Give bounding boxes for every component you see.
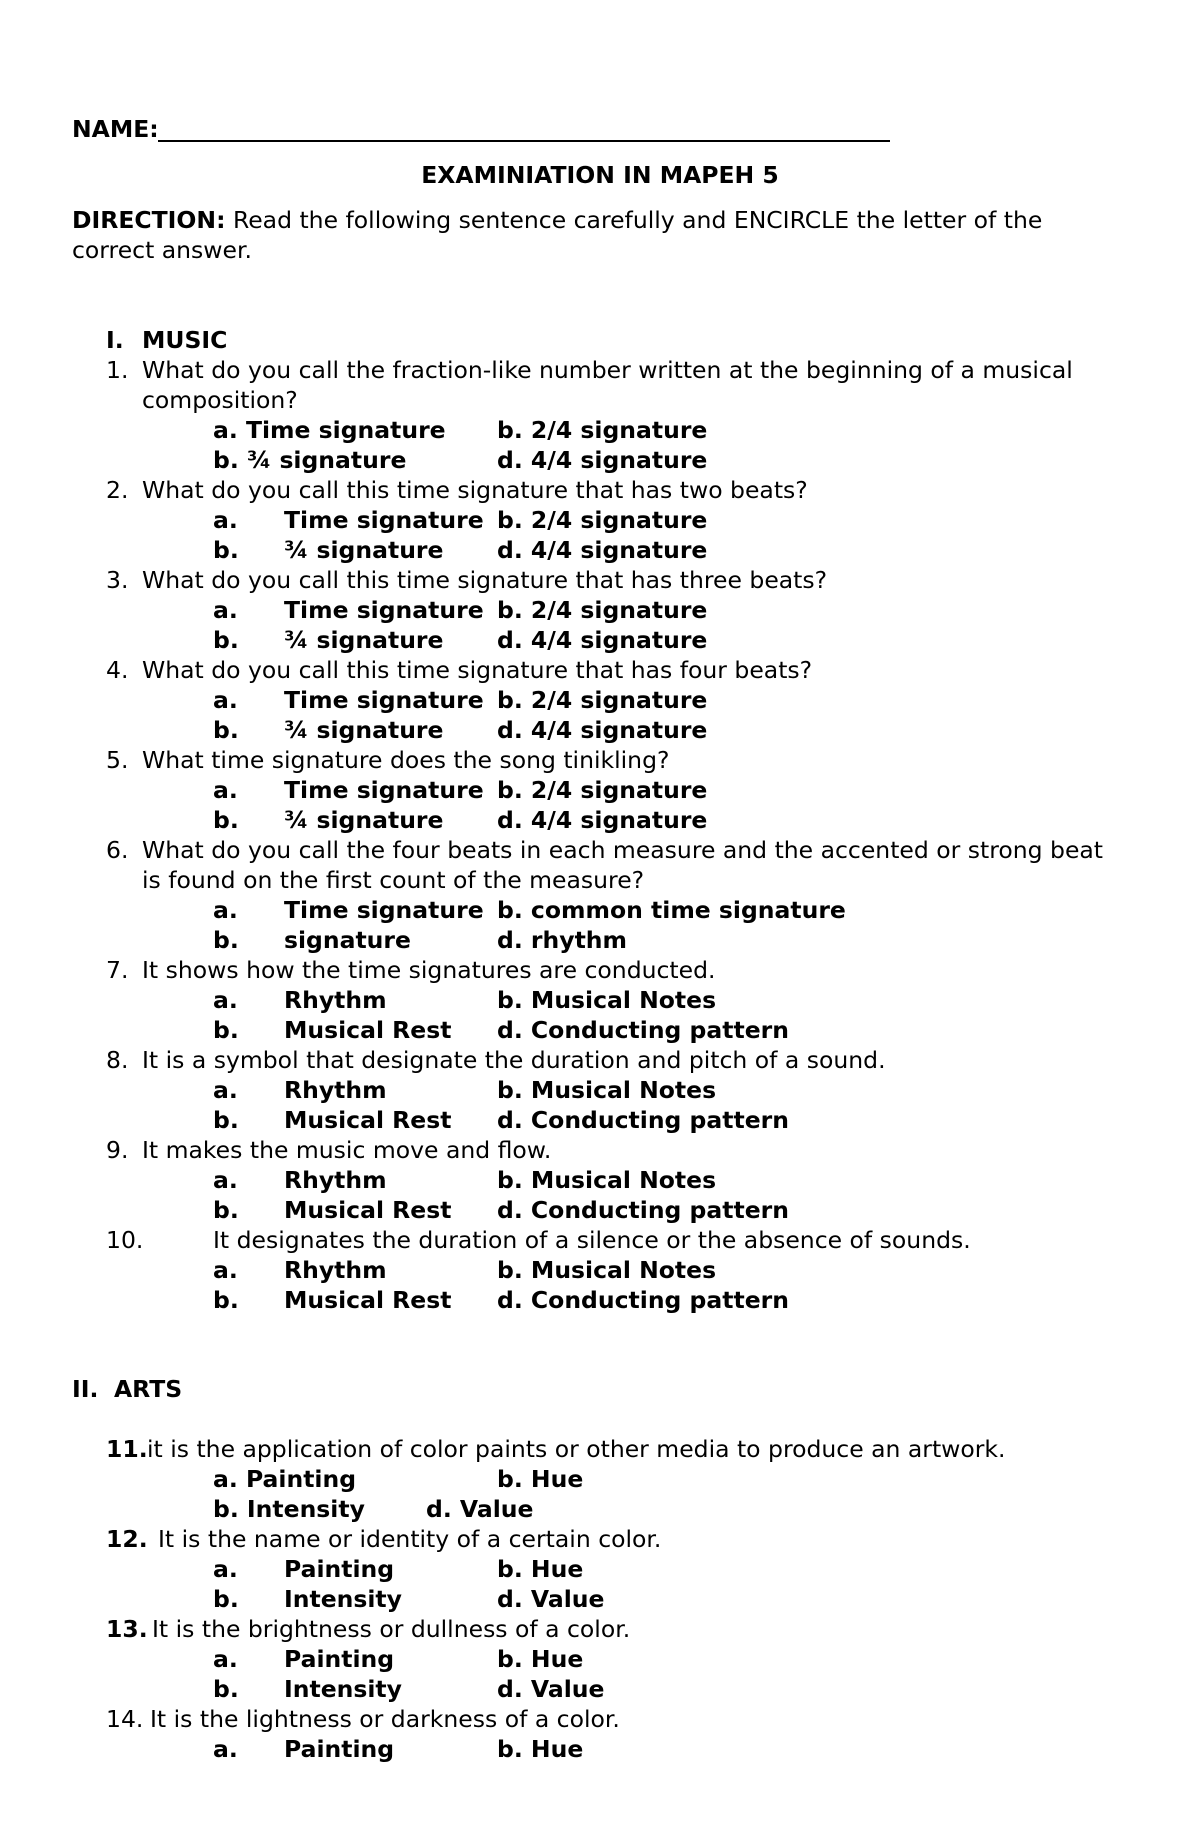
choice-d[interactable]: d. rhythm: [497, 926, 628, 954]
question-number: 6.: [106, 836, 129, 864]
choice-c-letter[interactable]: b.: [213, 1286, 239, 1314]
choice-c-letter[interactable]: b.: [213, 1196, 239, 1224]
choice-a-letter[interactable]: a.: [213, 896, 238, 924]
choice-c-text[interactable]: ¾ signature: [284, 806, 444, 834]
question-number: 3.: [106, 566, 129, 594]
question-number: 5.: [106, 746, 129, 774]
choice-b[interactable]: b. Hue: [497, 1735, 584, 1763]
choice-a[interactable]: a. Time signature: [213, 416, 446, 444]
choice-a-text[interactable]: Rhythm: [284, 1076, 387, 1104]
choice-a-letter[interactable]: a.: [213, 1256, 238, 1284]
question-text: What do you call this time signature that has three beats?: [142, 566, 828, 594]
choice-a-letter[interactable]: a.: [213, 776, 238, 804]
choice-d[interactable]: d. Conducting pattern: [497, 1016, 789, 1044]
choice-a-text[interactable]: Rhythm: [284, 1166, 387, 1194]
section-heading-arts: ARTS: [114, 1375, 183, 1403]
choice-b[interactable]: b. 2/4 signature: [497, 686, 708, 714]
choice-a-text[interactable]: Painting: [284, 1645, 395, 1673]
choice-b[interactable]: b. common time signature: [497, 896, 846, 924]
question-text: What do you call this time signature that has four beats?: [142, 656, 813, 684]
question-number: 9.: [106, 1136, 129, 1164]
choice-d[interactable]: d. Value: [497, 1585, 605, 1613]
choice-c-text[interactable]: Musical Rest: [284, 1016, 452, 1044]
choice-c-text[interactable]: ¾ signature: [284, 716, 444, 744]
choice-b[interactable]: b. Musical Notes: [497, 1166, 717, 1194]
choice-d[interactable]: d. Conducting pattern: [497, 1106, 789, 1134]
choice-c-text[interactable]: ¾ signature: [284, 536, 444, 564]
choice-b[interactable]: b. 2/4 signature: [497, 506, 708, 534]
question-text: it is the application of color paints or other media to produce an artwork.: [147, 1435, 1006, 1463]
choice-a-text[interactable]: Time signature: [284, 896, 484, 924]
direction-text: Read the following sentence carefully and ENCIRCLE the letter of the: [232, 206, 1043, 234]
choice-a-letter[interactable]: a.: [213, 596, 238, 624]
question-text: It is the lightness or darkness of a color.: [150, 1705, 620, 1733]
choice-a-text[interactable]: Time signature: [284, 596, 484, 624]
choice-a-text[interactable]: Rhythm: [284, 1256, 387, 1284]
choice-c-letter[interactable]: b.: [213, 536, 239, 564]
question-number: 12.: [106, 1525, 148, 1553]
question-text: It is the name or identity of a certain color.: [158, 1525, 662, 1553]
choice-c-letter[interactable]: b.: [213, 1016, 239, 1044]
question-number: 14.: [106, 1705, 144, 1733]
question-text: It is the brightness or dullness of a color.: [152, 1615, 631, 1643]
choice-a-text[interactable]: Rhythm: [284, 986, 387, 1014]
choice-d[interactable]: d. 4/4 signature: [497, 626, 708, 654]
question-text-cont: composition?: [142, 386, 298, 414]
question-number: 2.: [106, 476, 129, 504]
choice-c-letter[interactable]: b.: [213, 1585, 239, 1613]
choice-b[interactable]: b. Musical Notes: [497, 1076, 717, 1104]
choice-a[interactable]: a. Painting: [213, 1465, 357, 1493]
question-number: 1.: [106, 356, 129, 384]
choice-d[interactable]: d. 4/4 signature: [497, 806, 708, 834]
direction-label: DIRECTION:: [72, 206, 226, 234]
choice-d[interactable]: d. Value: [426, 1495, 534, 1523]
choice-c-text[interactable]: Intensity: [284, 1675, 402, 1703]
choice-c-text[interactable]: ¾ signature: [284, 626, 444, 654]
choice-a-letter[interactable]: a.: [213, 986, 238, 1014]
choice-a-letter[interactable]: a.: [213, 686, 238, 714]
choice-d[interactable]: d. 4/4 signature: [497, 446, 708, 474]
question-text: It shows how the time signatures are conducted.: [142, 956, 716, 984]
choice-b[interactable]: b. Musical Notes: [497, 986, 717, 1014]
choice-c[interactable]: b. ¾ signature: [213, 446, 407, 474]
question-text: It makes the music move and flow.: [142, 1136, 552, 1164]
choice-a-letter[interactable]: a.: [213, 1076, 238, 1104]
choice-a-letter[interactable]: a.: [213, 1555, 238, 1583]
choice-c-letter[interactable]: b.: [213, 1106, 239, 1134]
question-number: 7.: [106, 956, 129, 984]
choice-b[interactable]: b. 2/4 signature: [497, 416, 708, 444]
choice-c-text[interactable]: Musical Rest: [284, 1196, 452, 1224]
section-heading-music: MUSIC: [142, 326, 228, 354]
choice-c-text[interactable]: signature: [284, 926, 411, 954]
choice-d[interactable]: d. Conducting pattern: [497, 1196, 789, 1224]
choice-c-text[interactable]: Musical Rest: [284, 1286, 452, 1314]
choice-b[interactable]: b. Hue: [497, 1645, 584, 1673]
question-number: 8.: [106, 1046, 129, 1074]
choice-a-letter[interactable]: a.: [213, 506, 238, 534]
question-text: What do you call the four beats in each measure and the accented or strong beat: [142, 836, 1104, 864]
choice-d[interactable]: d. 4/4 signature: [497, 536, 708, 564]
choice-c-text[interactable]: Musical Rest: [284, 1106, 452, 1134]
name-blank-line[interactable]: [158, 140, 890, 142]
choice-c-letter[interactable]: b.: [213, 626, 239, 654]
choice-c-text[interactable]: Intensity: [284, 1585, 402, 1613]
choice-a-letter[interactable]: a.: [213, 1166, 238, 1194]
question-text: What do you call this time signature that has two beats?: [142, 476, 808, 504]
question-number: 13.: [106, 1615, 148, 1643]
choice-d[interactable]: d. Value: [497, 1675, 605, 1703]
choice-b[interactable]: b. Musical Notes: [497, 1256, 717, 1284]
question-number: 11.: [106, 1435, 148, 1463]
question-number: 4.: [106, 656, 129, 684]
choice-c-letter[interactable]: b.: [213, 716, 239, 744]
choice-c[interactable]: b. Intensity: [213, 1495, 365, 1523]
question-text: It designates the duration of a silence or the absence of sounds.: [213, 1226, 971, 1254]
question-text: What time signature does the song tinikling?: [142, 746, 670, 774]
choice-a-letter[interactable]: a.: [213, 1735, 238, 1763]
choice-b[interactable]: b. 2/4 signature: [497, 596, 708, 624]
question-text-cont: is found on the first count of the measure?: [142, 866, 645, 894]
choice-a-text[interactable]: Time signature: [284, 776, 484, 804]
choice-b[interactable]: b. Hue: [497, 1465, 584, 1493]
name-label: NAME:: [72, 115, 159, 143]
choice-a-text[interactable]: Painting: [284, 1555, 395, 1583]
choice-d[interactable]: d. 4/4 signature: [497, 716, 708, 744]
choice-c-letter[interactable]: b.: [213, 806, 239, 834]
choice-c-letter[interactable]: b.: [213, 926, 239, 954]
choice-a-text[interactable]: Time signature: [284, 506, 484, 534]
choice-b[interactable]: b. Hue: [497, 1555, 584, 1583]
choice-b[interactable]: b. 2/4 signature: [497, 776, 708, 804]
direction-line-1: [72, 205, 1042, 235]
question-text: What do you call the fraction-like number written at the beginning of a musical: [142, 356, 1073, 384]
section-numeral-arts: II.: [72, 1375, 99, 1403]
choice-a-text[interactable]: Painting: [284, 1735, 395, 1763]
question-text: It is a symbol that designate the duration and pitch of a sound.: [142, 1046, 886, 1074]
choice-c-letter[interactable]: b.: [213, 1675, 239, 1703]
section-numeral-music: I.: [106, 326, 124, 354]
choice-d[interactable]: d. Conducting pattern: [497, 1286, 789, 1314]
choice-a-text[interactable]: Time signature: [284, 686, 484, 714]
page-title: EXAMINIATION IN MAPEH 5: [421, 161, 779, 189]
question-number: 10.: [106, 1226, 144, 1254]
direction-line-2: correct answer.: [72, 236, 252, 264]
choice-a-letter[interactable]: a.: [213, 1645, 238, 1673]
